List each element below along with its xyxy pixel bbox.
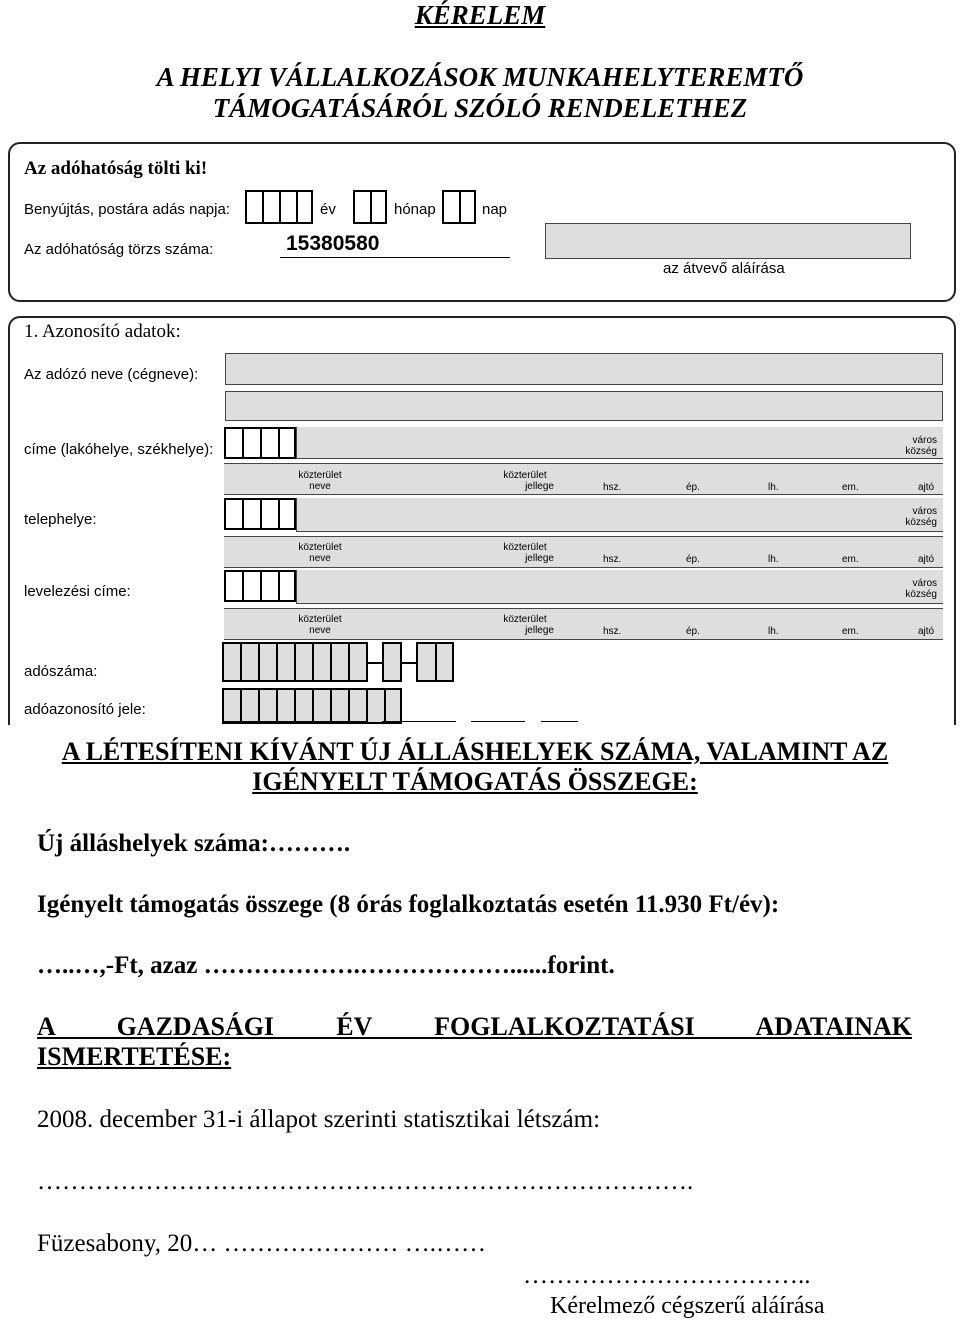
site-lh: lh.: [768, 554, 779, 565]
address-label: címe (lakóhelye, székhelye):: [24, 441, 214, 458]
economic-heading-2: ISMERTETÉSE:: [37, 1042, 232, 1071]
support-amount-line: Igényelt támogatás összege (8 órás foglalkoztatás esetén 11.930 Ft/év):: [37, 891, 780, 918]
place-date-line: Füzesabony, 20… ………………… ….……: [37, 1230, 487, 1257]
mail-lh: lh.: [768, 626, 779, 637]
tax-id-value: 15380580: [280, 232, 510, 258]
tax-number-county-input[interactable]: [416, 642, 454, 682]
applicant-signature-label: Kérelmező cégszerű aláírása: [550, 1293, 825, 1319]
identification-heading: 1. Azonosító adatok:: [24, 321, 181, 342]
new-jobs-line: Új álláshelyek száma:……….: [37, 830, 351, 857]
address-street-type-caption: közterület jellege: [503, 470, 554, 492]
taxpayer-name-field-1[interactable]: [225, 353, 943, 385]
headcount-line: 2008. december 31-i állapot szerinti statisztikai létszám:: [37, 1106, 601, 1133]
tax-id-label: Az adóhatóság törzs száma:: [24, 241, 214, 258]
month-label: hónap: [394, 201, 436, 218]
underline-2: [382, 721, 456, 722]
address-street-name-caption: közterület neve: [298, 470, 342, 492]
tax-number-main-input[interactable]: [222, 642, 368, 682]
tax-number-dash-2: [402, 662, 416, 664]
address-ajto: ajtó: [918, 482, 935, 493]
signature-dots: ……………………………..: [523, 1262, 811, 1289]
mail-em: em.: [842, 626, 859, 637]
mail-street-type-caption: közterület jellege: [503, 614, 554, 636]
receiver-signature-field[interactable]: [545, 223, 911, 259]
tax-number-dash-1: [368, 662, 382, 664]
tax-number-label: adószáma:: [24, 663, 98, 680]
site-hsz: hsz.: [603, 554, 622, 565]
address-city-field[interactable]: [296, 427, 943, 459]
mail-city-field[interactable]: [296, 570, 943, 604]
site-street-type-caption: közterület jellege: [503, 542, 554, 564]
address-zip-input[interactable]: [224, 427, 296, 459]
day-label: nap: [482, 201, 508, 218]
underline-3: [471, 721, 525, 722]
address-city-caption: város község: [905, 435, 937, 457]
amount-words-line: …..…,-Ft, azaz ……………….………………......forint.: [37, 952, 615, 979]
tax-identifier-input[interactable]: [222, 688, 402, 724]
page-title: KÉRELEM: [414, 0, 546, 30]
mail-ajto: ajtó: [918, 626, 935, 637]
site-label: telephelye:: [24, 511, 97, 528]
jobs-heading-2: IGÉNYELT TÁMOGATÁS ÖSSZEGE:: [252, 767, 698, 796]
site-street-name-caption: közterület neve: [298, 542, 342, 564]
mail-city-caption: város község: [905, 578, 937, 600]
taxpayer-name-label: Az adózó neve (cégneve):: [24, 366, 199, 383]
address-lh: lh.: [768, 482, 779, 493]
site-ajto: ajtó: [918, 554, 935, 565]
signature-label: az átvevő aláírása: [663, 260, 785, 277]
address-hsz: hsz.: [603, 482, 622, 493]
year-label: év: [320, 201, 336, 218]
site-zip-input[interactable]: [224, 498, 296, 530]
mail-zip-input[interactable]: [224, 570, 296, 602]
mail-street-name-caption: közterület neve: [298, 614, 342, 636]
taxpayer-name-field-2[interactable]: [225, 391, 943, 421]
day-input[interactable]: [442, 190, 476, 224]
headcount-dots: …………………………………………………………………….: [37, 1168, 694, 1195]
month-input[interactable]: [353, 190, 387, 224]
subtitle-line-2: TÁMOGATÁSÁRÓL SZÓLÓ RENDELETHEZ: [212, 93, 748, 123]
mail-label: levelezési címe:: [24, 583, 131, 600]
address-ep: ép.: [686, 482, 700, 493]
tax-identifier-label: adóazonosító jele:: [24, 701, 146, 718]
subtitle-line-1: A HELYI VÁLLALKOZÁSOK MUNKAHELYTEREMTŐ: [156, 62, 804, 92]
authority-heading: Az adóhatóság tölti ki!: [24, 158, 208, 179]
site-city-caption: város község: [905, 506, 937, 528]
address-em: em.: [842, 482, 859, 493]
underline-1: [222, 721, 366, 722]
mail-ep: ép.: [686, 626, 700, 637]
economic-heading-1: A GAZDASÁGI ÉV FOGLALKOZTATÁSI ADATAINAK: [37, 1012, 912, 1041]
submission-date-label: Benyújtás, postára adás napja:: [24, 201, 230, 218]
underline-4: [541, 721, 578, 722]
site-ep: ép.: [686, 554, 700, 565]
jobs-heading-1: A LÉTESÍTENI KÍVÁNT ÚJ ÁLLÁSHELYEK SZÁMA, VALAMINT AZ: [61, 737, 889, 766]
site-em: em.: [842, 554, 859, 565]
site-city-field[interactable]: [296, 498, 943, 532]
tax-number-vat-input[interactable]: [382, 642, 402, 682]
mail-hsz: hsz.: [603, 626, 622, 637]
year-input[interactable]: [245, 190, 313, 224]
